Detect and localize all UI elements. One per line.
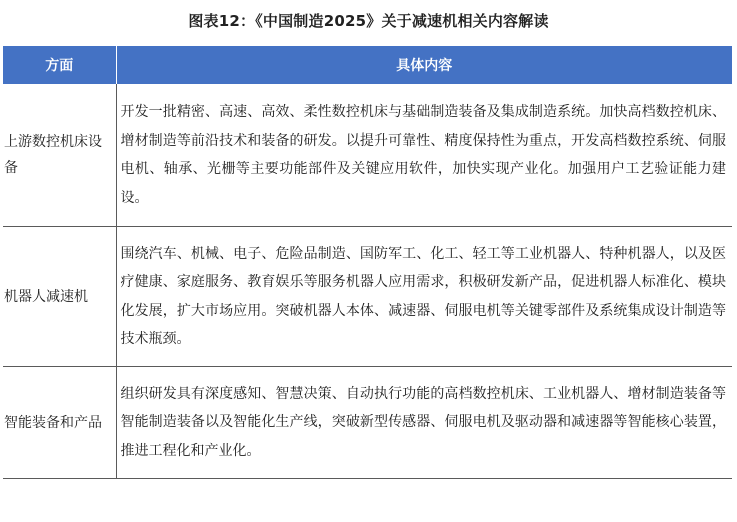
header-content: 具体内容 — [116, 46, 732, 84]
interpretation-table — [3, 46, 732, 479]
row-aspect-cell: 机器人减速机 — [3, 227, 116, 367]
table-row — [3, 367, 732, 479]
row-content-cell: 围绕汽车、机械、电子、危险品制造、国防军工、化工、轻工等工业机器人、特种机器人，以及医疗健康、家庭服务、教育娱乐等服务机器人应用需求，积极研发新产品，促进机器人标准化、模块化发展，扩大市场应用。突破机器人本体、减速器、伺服电机等关键零部件及系统集成设计制造等技术瓶颈。 — [116, 227, 732, 367]
table-header-row — [3, 46, 732, 84]
document-title: 图表12：《中国制造2025》关于减速机相关内容解读 — [188, 12, 549, 30]
table-row — [3, 84, 732, 227]
table-row — [3, 227, 732, 367]
row-content-cell: 开发一批精密、高速、高效、柔性数控机床与基础制造装备及集成制造系统。加快高档数控机床、增材制造等前沿技术和装备的研发。以提升可靠性、精度保持性为重点，开发高档数控系统、伺服电机、轴承、光栅等主要功能部件及关键应用软件，加快实现产业化。加强用户工艺验证能力建设。 — [116, 84, 732, 227]
header-aspect: 方面 — [3, 46, 116, 84]
row-aspect-cell: 智能装备和产品 — [3, 367, 116, 479]
row-content-cell: 组织研发具有深度感知、智慧决策、自动执行功能的高档数控机床、工业机器人、增材制造装备等智能制造装备以及智能化生产线，突破新型传感器、伺服电机及驱动器和减速器等智能核心装置，推进工程化和产业化。 — [116, 367, 732, 479]
row-aspect-cell: 上游数控机床设备 — [3, 84, 116, 227]
